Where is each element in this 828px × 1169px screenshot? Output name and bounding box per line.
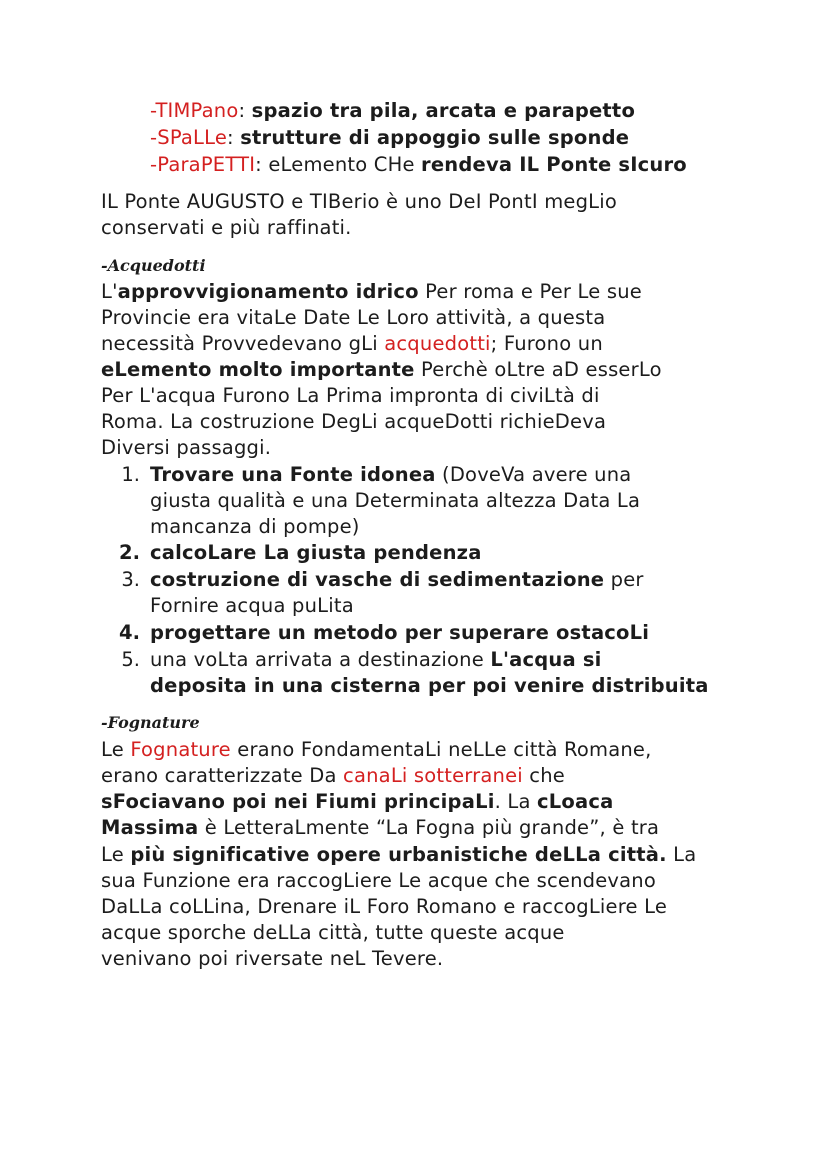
text-run-bold: approvvigionamento idrico (117, 280, 419, 303)
text-run: (DoveVa avere una (435, 463, 632, 486)
fog-line-1 (101, 737, 652, 763)
text-run: è LetteraLmente “La Fogna più grande”, è tra (198, 816, 660, 839)
text-run: Le (101, 843, 131, 866)
fog-line-4 (101, 815, 659, 841)
text-run-bold: costruzione di vasche di sedimentazione (150, 568, 605, 591)
text-run-bold: cLoaca (537, 790, 614, 813)
heading-acquedotti: -Acquedotti (101, 256, 206, 275)
acq-line-5: Per L'acqua Furono La Prima impronta di civiLtà di (101, 384, 600, 407)
term-parapetti: -ParaPETTI (150, 153, 256, 176)
text-run-bold: Trovare una Fonte idonea (150, 463, 436, 486)
list-number: 4. (119, 621, 140, 644)
list-item-1-line-1 (150, 462, 631, 488)
text-run: L' (101, 280, 118, 303)
acq-line-1 (101, 279, 642, 305)
text-run-bold: sFociavano poi nei Fiumi principaLi (101, 790, 495, 813)
fog-line-8: acque sporche deLLa città, tutte queste acque (101, 921, 565, 944)
text-run: necessità Provvedevano gLi (101, 332, 385, 355)
list-number: 2. (119, 541, 140, 564)
list-item-3-line-2: Fornire acqua puLita (150, 594, 354, 617)
ponte-line-2: conservati e più raffinati. (101, 216, 352, 239)
term-spalle: -SPaLLe (150, 126, 228, 149)
desc-parapetti-plain: eLemento CHe (268, 153, 422, 176)
text-run: Perchè oLtre aD esserLo (414, 358, 662, 381)
fog-line-2 (101, 763, 565, 789)
heading-fognature: -Fognature (101, 713, 200, 732)
acq-line-7: Diversi passaggi. (101, 436, 272, 459)
fog-line-9: venivano poi riversate neL Tevere. (101, 947, 444, 970)
list-item-2: calcoLare La giusta pendenza (150, 541, 482, 564)
desc-parapetti-bold: rendeva IL Ponte sIcuro (421, 153, 687, 176)
desc-spalle: strutture di appoggio sulle sponde (240, 126, 630, 149)
bullet-spalle (150, 125, 629, 151)
text-run: . La (494, 790, 537, 813)
term-timpano: -TIMPano (150, 99, 239, 122)
desc-timpano: spazio tra pila, arcata e parapetto (251, 99, 636, 122)
fog-line-6: sua Funzione era raccogLiere Le acque che scendevano (101, 869, 657, 892)
text-run: La (666, 843, 697, 866)
list-item-1-line-3: mancanza di pompe) (150, 515, 360, 538)
list-item-3-line-1 (150, 567, 644, 593)
fog-line-5 (101, 842, 696, 868)
acq-line-2: Provincie era vitaLe Date Le Loro attività, a questa (101, 306, 606, 329)
fog-line-3 (101, 789, 613, 815)
list-item-4: progettare un metodo per superare ostacoLi (150, 621, 650, 644)
fog-line-7: DaLLa coLLina, Drenare iL Foro Romano e raccogLiere Le (101, 895, 668, 918)
acq-line-3 (101, 331, 603, 357)
text-run-bold: L'acqua si (490, 648, 602, 671)
term-separator: : (238, 99, 252, 122)
text-run: Le (101, 738, 131, 761)
list-item-5-line-2: deposita in una cisterna per poi venire distribuita (150, 674, 709, 697)
acq-line-4 (101, 357, 662, 383)
list-number: 3. (121, 568, 140, 591)
text-run: per (604, 568, 644, 591)
text-run: erano caratterizzate Da (101, 764, 344, 787)
text-run-bold: più significative opere urbanistiche deLLa città. (130, 843, 667, 866)
text-run-red: acquedotti (384, 332, 491, 355)
text-run: Per roma e Per Le sue (418, 280, 642, 303)
text-run-bold: eLemento molto importante (101, 358, 415, 381)
text-run: che (522, 764, 565, 787)
text-run-red: canaLi sotterranei (343, 764, 523, 787)
text-run: una voLta arrivata a destinazione (150, 648, 491, 671)
bullet-parapetti (150, 152, 687, 178)
text-run: ; Furono un (490, 332, 603, 355)
bullet-timpano (150, 98, 635, 124)
text-run: erano FondamentaLi neLLe città Romane, (230, 738, 652, 761)
list-number: 1. (121, 463, 140, 486)
term-separator: : (227, 126, 241, 149)
list-item-1-line-2: giusta qualità e una Determinata altezza Data La (150, 489, 641, 512)
text-run-bold: Massima (101, 816, 199, 839)
text-run-red: Fognature (130, 738, 231, 761)
list-number: 5. (121, 648, 140, 671)
acq-line-6: Roma. La costruzione DegLi acqueDotti richieDeva (101, 410, 607, 433)
term-separator: : (255, 153, 269, 176)
list-item-5-line-1 (150, 647, 602, 673)
ponte-line-1: IL Ponte AUGUSTO e TIBerio è uno DeI PontI megLio (101, 190, 617, 213)
